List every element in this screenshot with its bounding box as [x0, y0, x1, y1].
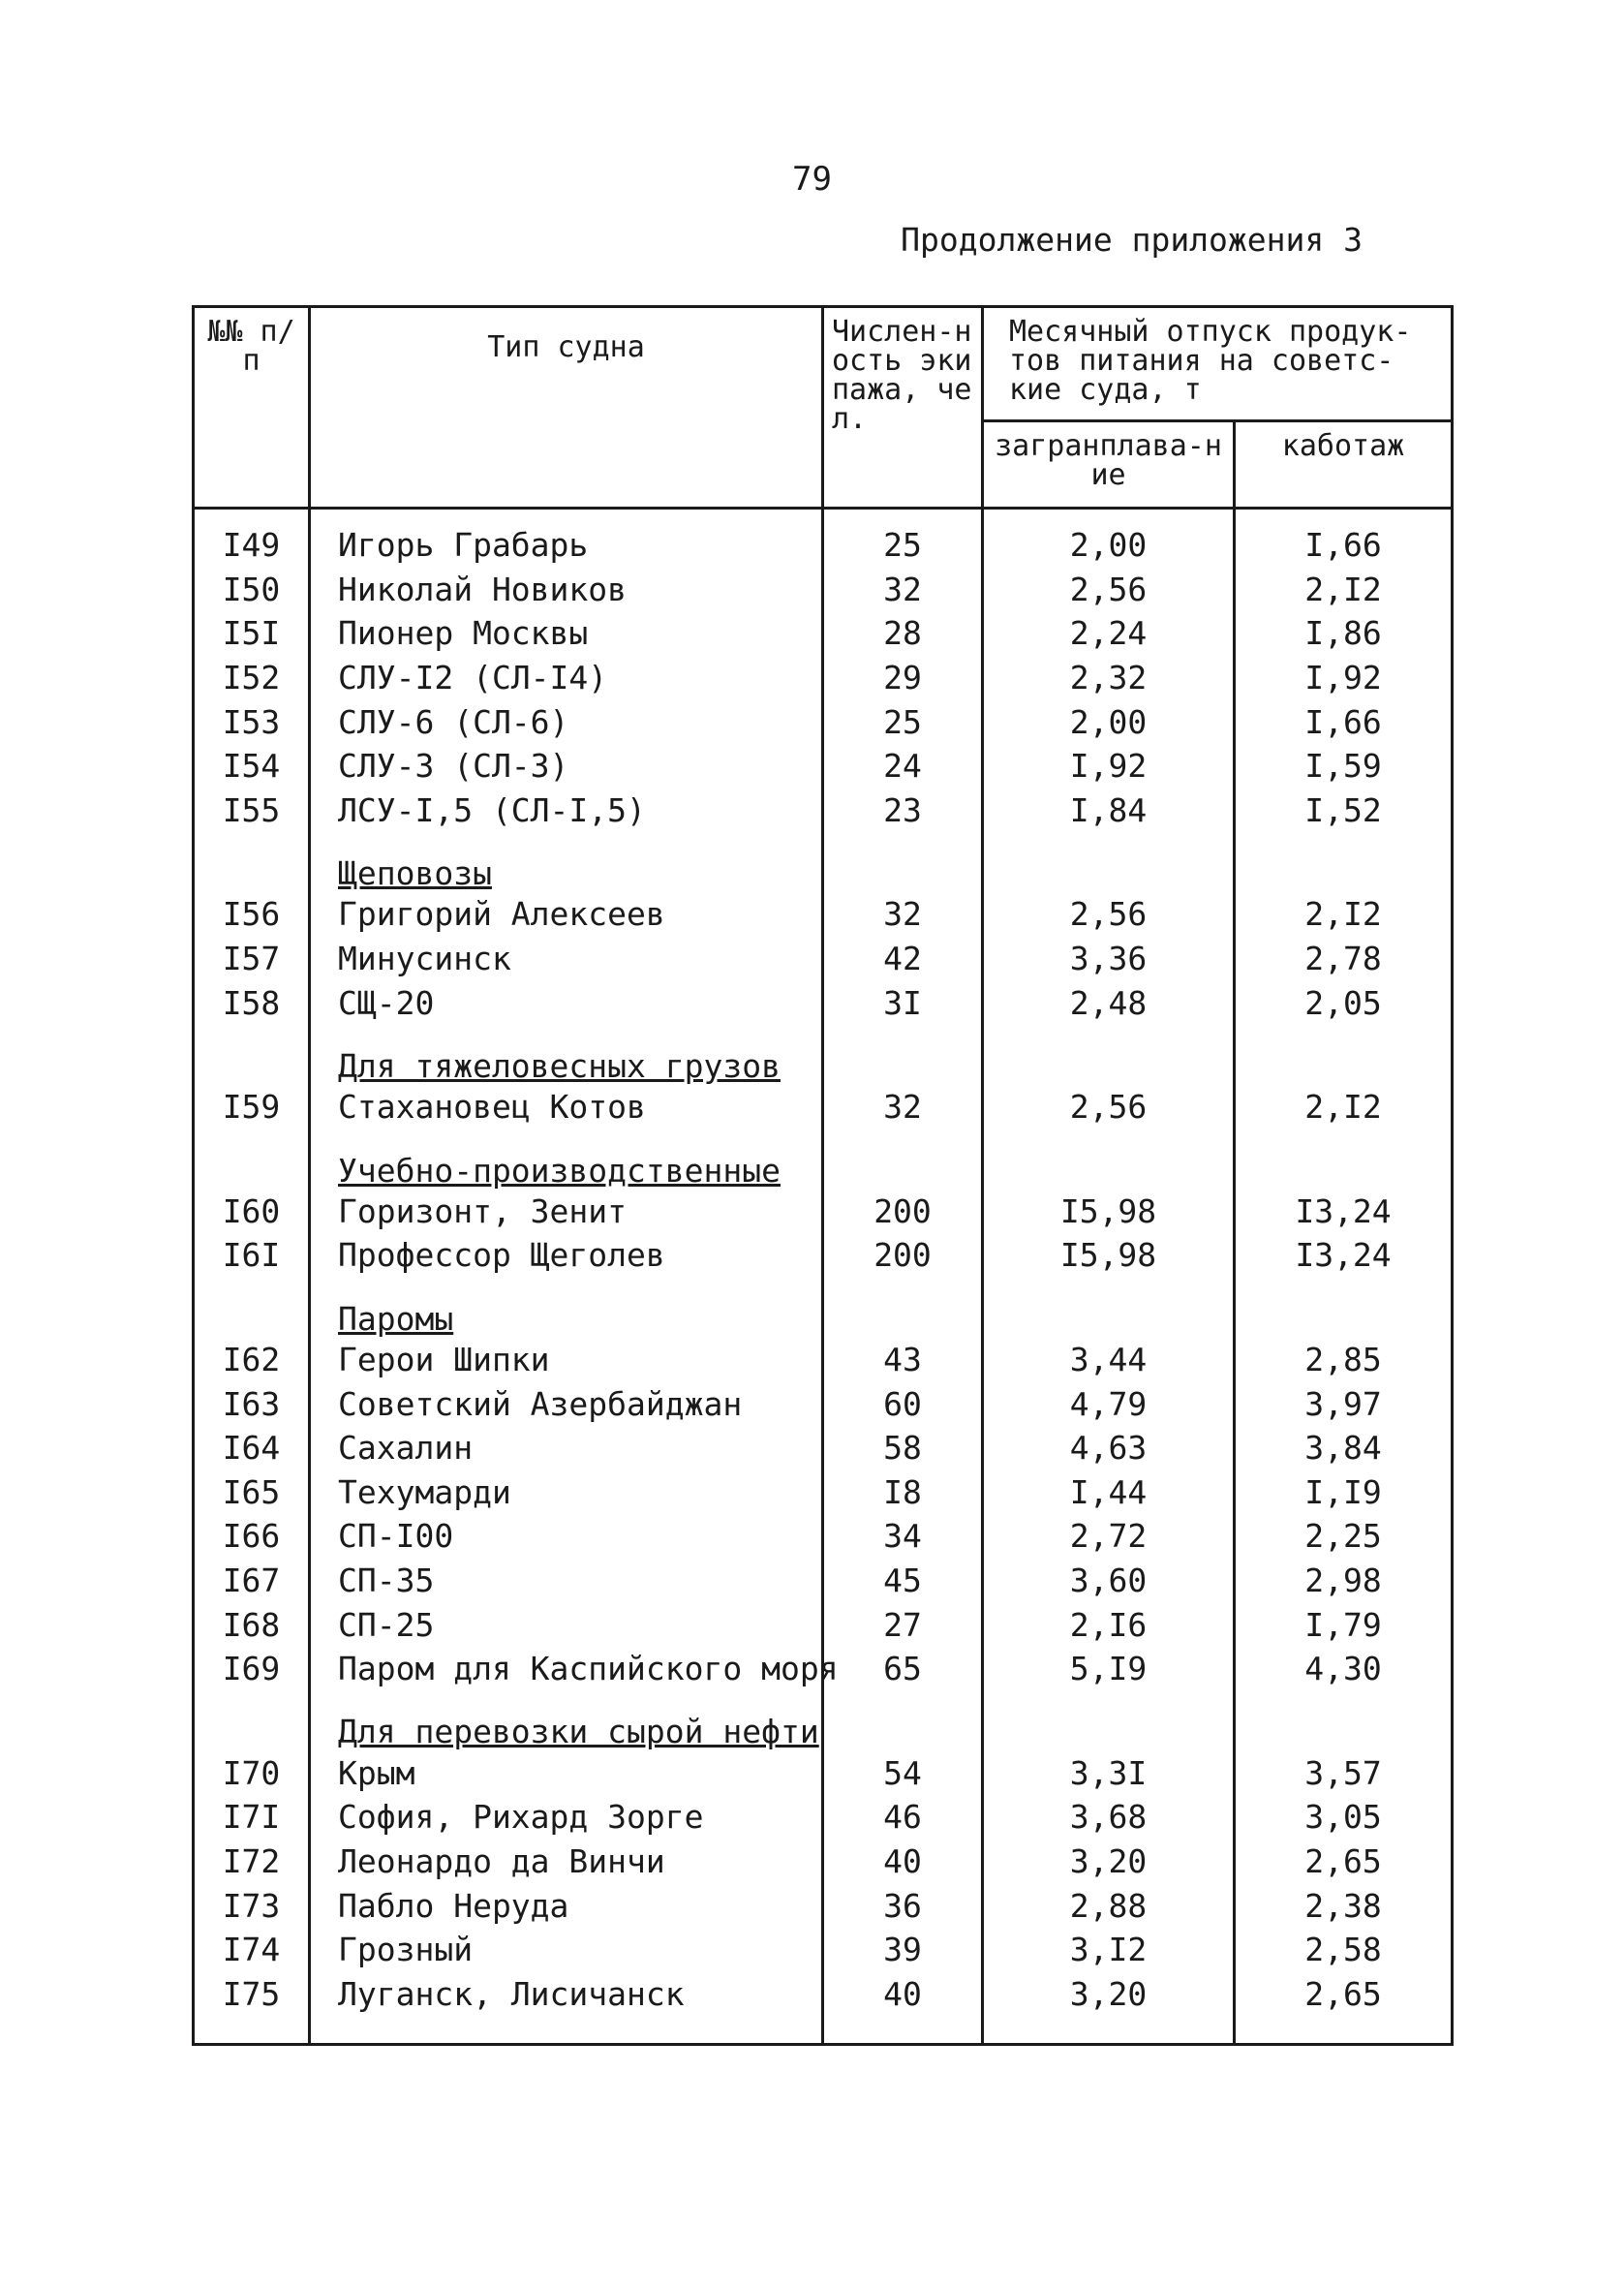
table-row	[194, 1928, 1453, 1972]
ship-name: Григорий Алексеев	[310, 892, 823, 937]
ship-name: Герои Шипки	[310, 1338, 823, 1382]
table-row	[194, 611, 1453, 656]
coastal-tonnage: 2,25	[1235, 1514, 1453, 1559]
table-row	[194, 1470, 1453, 1515]
section-heading: Щеповозы	[310, 832, 823, 892]
coastal-tonnage: 3,05	[1235, 1795, 1453, 1840]
crew-count: 46	[823, 1795, 983, 1840]
row-number: I68	[194, 1602, 310, 1647]
coastal-tonnage: I,66	[1235, 509, 1453, 568]
table-row	[194, 509, 1453, 568]
table-row	[194, 980, 1453, 1025]
table-row	[194, 1795, 1453, 1840]
coastal-tonnage: 2,05	[1235, 980, 1453, 1025]
empty-cell	[194, 1129, 310, 1190]
table-row	[194, 699, 1453, 744]
foreign-voyage-tonnage: 3,44	[983, 1338, 1235, 1382]
ship-name: Николай Новиков	[310, 568, 823, 612]
ship-name: Грозный	[310, 1928, 823, 1972]
empty-cell	[1235, 1690, 1453, 1750]
table-row	[194, 744, 1453, 789]
crew-count: 3I	[823, 980, 983, 1025]
table-body	[194, 509, 1453, 2045]
ship-name: Горизонт, Зенит	[310, 1190, 823, 1234]
row-number: I56	[194, 892, 310, 937]
row-number: I53	[194, 699, 310, 744]
crew-count: 34	[823, 1514, 983, 1559]
crew-count: 27	[823, 1602, 983, 1647]
foreign-voyage-tonnage: I,84	[983, 789, 1235, 833]
foreign-voyage-tonnage: 2,56	[983, 568, 1235, 612]
table-row	[194, 1971, 1453, 2045]
coastal-tonnage: 2,I2	[1235, 568, 1453, 612]
coastal-tonnage: 3,84	[1235, 1426, 1453, 1470]
row-number: I64	[194, 1426, 310, 1470]
crew-count: 23	[823, 789, 983, 833]
foreign-voyage-tonnage: 2,32	[983, 656, 1235, 700]
crew-count: 32	[823, 1085, 983, 1129]
ship-name: СП-25	[310, 1602, 823, 1647]
page-number: 79	[792, 160, 832, 199]
row-number: I73	[194, 1883, 310, 1928]
crew-count: 200	[823, 1190, 983, 1234]
section-heading: Учебно-производственные	[310, 1129, 823, 1190]
foreign-voyage-tonnage: 2,88	[983, 1883, 1235, 1928]
coastal-tonnage: I,66	[1235, 699, 1453, 744]
crew-count: 32	[823, 568, 983, 612]
coastal-tonnage: 3,57	[1235, 1750, 1453, 1795]
header-crew: Числен-ность экипажа, чел.	[823, 307, 983, 509]
row-number: I5I	[194, 611, 310, 656]
table-row	[194, 1085, 1453, 1129]
crew-count: 60	[823, 1381, 983, 1426]
empty-cell	[194, 1278, 310, 1338]
row-number: I66	[194, 1514, 310, 1559]
foreign-voyage-tonnage: 3,36	[983, 937, 1235, 981]
row-number: I7I	[194, 1795, 310, 1840]
ship-name: Стахановец Котов	[310, 1085, 823, 1129]
foreign-voyage-tonnage: I5,98	[983, 1233, 1235, 1278]
table-row	[194, 656, 1453, 700]
table-row	[194, 937, 1453, 981]
row-number: I60	[194, 1190, 310, 1234]
ship-name: СЛУ-3 (СЛ-3)	[310, 744, 823, 789]
row-number: I6I	[194, 1233, 310, 1278]
row-number: I52	[194, 656, 310, 700]
row-number: I58	[194, 980, 310, 1025]
ship-name: Крым	[310, 1750, 823, 1795]
coastal-tonnage: I,86	[1235, 611, 1453, 656]
crew-count: 200	[823, 1233, 983, 1278]
table-row	[194, 892, 1453, 937]
table-row	[194, 1338, 1453, 1382]
section-row	[194, 1129, 1453, 1190]
empty-cell	[823, 1129, 983, 1190]
crew-count: 45	[823, 1559, 983, 1603]
empty-cell	[194, 1025, 310, 1085]
coastal-tonnage: I,52	[1235, 789, 1453, 833]
foreign-voyage-tonnage: 3,3I	[983, 1750, 1235, 1795]
empty-cell	[1235, 1129, 1453, 1190]
foreign-voyage-tonnage: 2,24	[983, 611, 1235, 656]
empty-cell	[194, 1690, 310, 1750]
row-number: I67	[194, 1559, 310, 1603]
table-row	[194, 1426, 1453, 1470]
crew-count: 58	[823, 1426, 983, 1470]
ship-name: СП-I00	[310, 1514, 823, 1559]
table-row	[194, 1381, 1453, 1426]
ship-name: Минусинск	[310, 937, 823, 981]
empty-cell	[823, 1690, 983, 1750]
foreign-voyage-tonnage: 2,56	[983, 892, 1235, 937]
crew-count: 40	[823, 1971, 983, 2045]
crew-count: 40	[823, 1840, 983, 1884]
row-number: I49	[194, 509, 310, 568]
foreign-voyage-tonnage: 3,20	[983, 1971, 1235, 2045]
row-number: I69	[194, 1647, 310, 1691]
empty-cell	[1235, 1025, 1453, 1085]
empty-cell	[194, 832, 310, 892]
crew-count: 65	[823, 1647, 983, 1691]
crew-count: 25	[823, 699, 983, 744]
empty-cell	[823, 832, 983, 892]
foreign-voyage-tonnage: I,92	[983, 744, 1235, 789]
coastal-tonnage: 2,65	[1235, 1971, 1453, 2045]
empty-cell	[983, 1690, 1235, 1750]
coastal-tonnage: 2,85	[1235, 1338, 1453, 1382]
crew-count: 36	[823, 1883, 983, 1928]
crew-count: 25	[823, 509, 983, 568]
header-number: №№ п/п	[194, 307, 310, 509]
coastal-tonnage: I3,24	[1235, 1233, 1453, 1278]
coastal-tonnage: 3,97	[1235, 1381, 1453, 1426]
section-row	[194, 1278, 1453, 1338]
crew-count: 32	[823, 892, 983, 937]
empty-cell	[1235, 832, 1453, 892]
ship-name: Луганск, Лисичанск	[310, 1971, 823, 2045]
coastal-tonnage: 2,98	[1235, 1559, 1453, 1603]
crew-count: I8	[823, 1470, 983, 1515]
coastal-tonnage: 4,30	[1235, 1647, 1453, 1691]
table-row	[194, 1190, 1453, 1234]
row-number: I65	[194, 1470, 310, 1515]
empty-cell	[983, 1025, 1235, 1085]
crew-count: 42	[823, 937, 983, 981]
row-number: I75	[194, 1971, 310, 2045]
coastal-tonnage: 2,58	[1235, 1928, 1453, 1972]
coastal-tonnage: I,79	[1235, 1602, 1453, 1647]
row-number: I59	[194, 1085, 310, 1129]
table-row	[194, 1602, 1453, 1647]
ship-name: СЛУ-6 (СЛ-6)	[310, 699, 823, 744]
section-heading: Для тяжеловесных грузов	[310, 1025, 823, 1085]
ship-name: Леонардо да Винчи	[310, 1840, 823, 1884]
crew-count: 28	[823, 611, 983, 656]
foreign-voyage-tonnage: 2,48	[983, 980, 1235, 1025]
ship-name: Профессор Щеголев	[310, 1233, 823, 1278]
section-row	[194, 832, 1453, 892]
table-row	[194, 1559, 1453, 1603]
row-number: I74	[194, 1928, 310, 1972]
foreign-voyage-tonnage: I,44	[983, 1470, 1235, 1515]
ship-name: Игорь Грабарь	[310, 509, 823, 568]
crew-count: 39	[823, 1928, 983, 1972]
table-row	[194, 1647, 1453, 1691]
coastal-tonnage: 2,I2	[1235, 1085, 1453, 1129]
row-number: I72	[194, 1840, 310, 1884]
foreign-voyage-tonnage: 4,63	[983, 1426, 1235, 1470]
foreign-voyage-tonnage: 5,I9	[983, 1647, 1235, 1691]
continuation-caption: Продолжение приложения 3	[901, 221, 1363, 259]
crew-count: 43	[823, 1338, 983, 1382]
ship-name: Техумарди	[310, 1470, 823, 1515]
empty-cell	[983, 1129, 1235, 1190]
ship-name: СЩ-20	[310, 980, 823, 1025]
coastal-tonnage: 2,65	[1235, 1840, 1453, 1884]
foreign-voyage-tonnage: 3,60	[983, 1559, 1235, 1603]
foreign-voyage-tonnage: I5,98	[983, 1190, 1235, 1234]
table-row	[194, 568, 1453, 612]
ship-name: София, Рихард Зорге	[310, 1795, 823, 1840]
coastal-tonnage: I,I9	[1235, 1470, 1453, 1515]
ship-name: Сахалин	[310, 1426, 823, 1470]
foreign-voyage-tonnage: 3,20	[983, 1840, 1235, 1884]
row-number: I70	[194, 1750, 310, 1795]
ship-name: Пионер Москвы	[310, 611, 823, 656]
ship-name: ЛСУ-I,5 (СЛ-I,5)	[310, 789, 823, 833]
ship-name: Советский Азербайджан	[310, 1381, 823, 1426]
row-number: I55	[194, 789, 310, 833]
header-ship-type: Тип судна	[310, 307, 823, 509]
ship-name: СП-35	[310, 1559, 823, 1603]
table-row	[194, 1750, 1453, 1795]
coastal-tonnage: I,59	[1235, 744, 1453, 789]
foreign-voyage-tonnage: 2,72	[983, 1514, 1235, 1559]
crew-count: 29	[823, 656, 983, 700]
empty-cell	[1235, 1278, 1453, 1338]
crew-count: 24	[823, 744, 983, 789]
row-number: I50	[194, 568, 310, 612]
empty-cell	[983, 1278, 1235, 1338]
row-number: I62	[194, 1338, 310, 1382]
row-number: I63	[194, 1381, 310, 1426]
foreign-voyage-tonnage: 4,79	[983, 1381, 1235, 1426]
provisions-table-container	[192, 305, 1451, 2068]
section-heading: Для перевозки сырой нефти	[310, 1690, 823, 1750]
empty-cell	[823, 1278, 983, 1338]
coastal-tonnage: 2,I2	[1235, 892, 1453, 937]
coastal-tonnage: 2,38	[1235, 1883, 1453, 1928]
table-row	[194, 1840, 1453, 1884]
section-heading: Паромы	[310, 1278, 823, 1338]
section-row	[194, 1025, 1453, 1085]
foreign-voyage-tonnage: 3,I2	[983, 1928, 1235, 1972]
header-monthly-provisions: Месячный отпуск продук-тов питания на советс-кие суда, т	[983, 307, 1453, 421]
foreign-voyage-tonnage: 2,I6	[983, 1602, 1235, 1647]
provisions-table	[192, 305, 1454, 2046]
foreign-voyage-tonnage: 2,00	[983, 509, 1235, 568]
foreign-voyage-tonnage: 2,56	[983, 1085, 1235, 1129]
ship-name: СЛУ-I2 (СЛ-I4)	[310, 656, 823, 700]
ship-name: Пабло Неруда	[310, 1883, 823, 1928]
header-coastal: каботаж	[1235, 421, 1453, 509]
coastal-tonnage: 2,78	[1235, 937, 1453, 981]
table-row	[194, 789, 1453, 833]
foreign-voyage-tonnage: 3,68	[983, 1795, 1235, 1840]
coastal-tonnage: I3,24	[1235, 1190, 1453, 1234]
row-number: I57	[194, 937, 310, 981]
empty-cell	[983, 832, 1235, 892]
row-number: I54	[194, 744, 310, 789]
coastal-tonnage: I,92	[1235, 656, 1453, 700]
table-row	[194, 1514, 1453, 1559]
header-foreign-voyage: загранплава-ние	[983, 421, 1235, 509]
section-row	[194, 1690, 1453, 1750]
empty-cell	[823, 1025, 983, 1085]
ship-name: Паром для Каспийского моря	[310, 1647, 823, 1691]
table-row	[194, 1233, 1453, 1278]
crew-count: 54	[823, 1750, 983, 1795]
table-row	[194, 1883, 1453, 1928]
foreign-voyage-tonnage: 2,00	[983, 699, 1235, 744]
